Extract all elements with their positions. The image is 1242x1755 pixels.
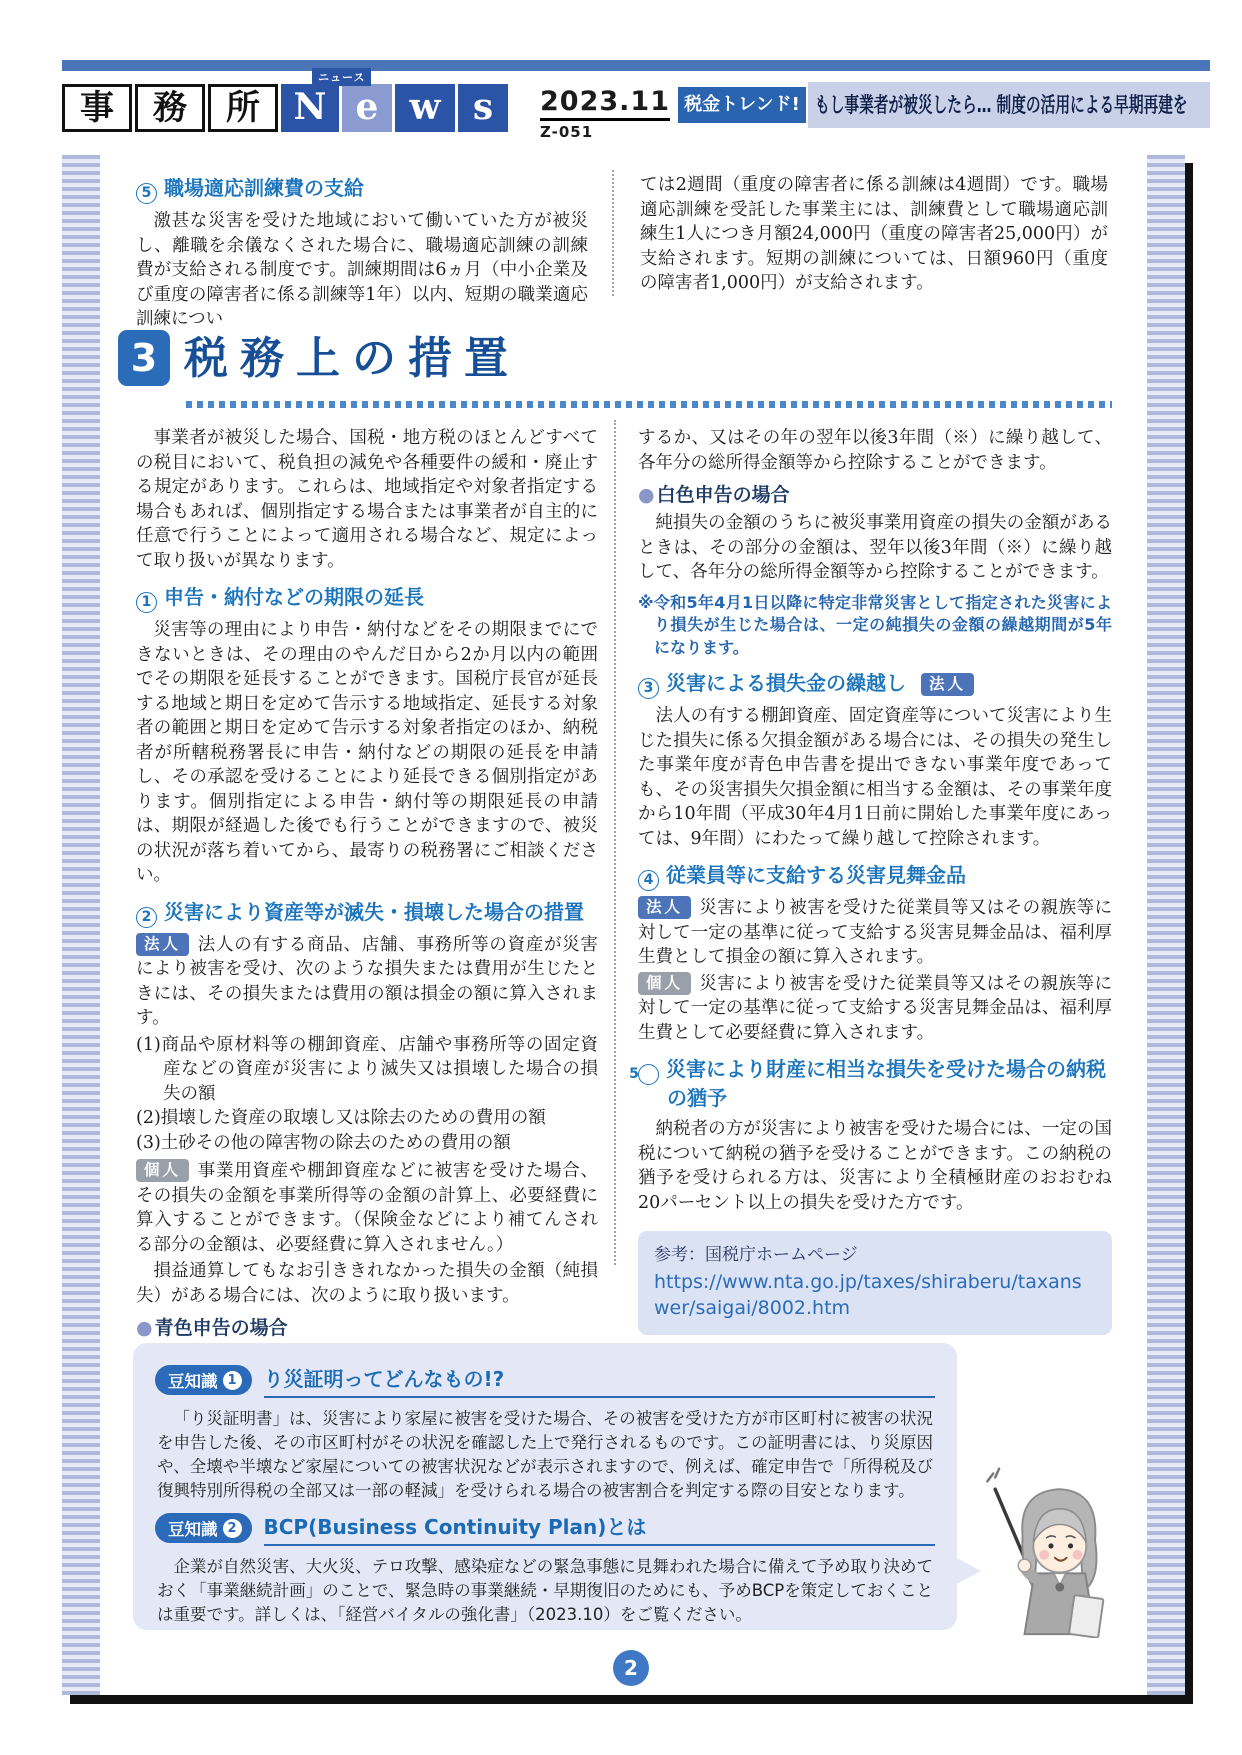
- loss-list-item: (2)損壊した資産の取壊し又は除去のための費用の額: [136, 1108, 546, 1128]
- trivia1-body: 「り災証明書」は、災害により家屋に被害を受けた場合、その被害を受けた方が市区町村に被害の状況を申告した後、その市区町村がその状況を確認した上で発行されるものです。この証明書には、り災原因や、全壊や半壊など家屋についての被害状況などが表示されますので、例えば、確定申告で「所得税及び復興特別所得税の全部又は一部の軽減」を受けられる場合の被害割合を判定する際の目安となります。: [157, 1409, 933, 1500]
- left-decorative-band: [62, 155, 100, 1695]
- trivia2-title: BCP(Business Continuity Plan)とは: [264, 1515, 936, 1546]
- trivia1-header: [155, 1365, 935, 1398]
- tax-trend-badge: 税金トレンド!: [678, 87, 806, 123]
- individual-badge: 個人: [638, 972, 691, 995]
- bullet-dot: ●: [638, 484, 655, 506]
- reference-label: 参考：国税庁ホームページ: [654, 1245, 858, 1265]
- trivia1-pill: 豆知識 1: [155, 1365, 252, 1395]
- carryover-continuation-text: するか、又はその年の翌年以後3年間（※）に繰り越して、各年分の総所得金額等から控除することができます。: [638, 428, 1112, 473]
- tax-deferral-text: 納税者の方が災害により被害を受けた場合には、一定の国税について納税の猶予を受けることができます。この納税の猶予を受けられる方は、災害により全積極財産のおおむね20パーセント以上の損失を受けた方です。: [638, 1119, 1112, 1213]
- individual-paragraph: 個人 災害により被害を受けた従業員等又はその親族等に対して一定の基準に従って支給する災害見舞金品は、福利厚生費として必要経費に算入されます。: [638, 973, 1112, 1043]
- logo-news-letter: N: [281, 84, 339, 132]
- trivia1-title: り災証明ってどんなもの!?: [264, 1367, 936, 1398]
- reference-url-link[interactable]: https://www.nta.go.jp/taxes/shiraberu/taxanswer/saigai/8002.htm: [654, 1271, 1082, 1319]
- logo-news-letter: s: [458, 84, 508, 132]
- heading-tax-deferral: 5 災害により財産に相当な損失を受けた場合の納税の猶予: [629, 1057, 1106, 1110]
- pill-number: 1: [223, 1371, 242, 1390]
- circled-number: 5: [136, 183, 157, 204]
- corporate-badge: 法人: [638, 896, 691, 919]
- circled-number: 3: [638, 678, 659, 699]
- issue-code: Z-051: [540, 123, 594, 141]
- column-divider-dotted: [612, 170, 614, 296]
- bullet-dot: ●: [136, 1317, 153, 1339]
- top-section-right-text: ては2週間（重度の障害者に係る訓練は4週間）です。職場適応訓練を受託した事業主には、訓練費として職場適応訓練生1人につき月額24,000円（重度の障害者25,000円）が支給されます。短期の訓練については、日額960円（重度の障害者1,000円）が支給されます。: [640, 175, 1108, 293]
- top-section-heading: 5 職場適応訓練費の支給: [136, 175, 588, 204]
- top-section-left-column: [136, 164, 588, 334]
- main-right-column: [629, 424, 1112, 1335]
- logo-char-box: 所: [208, 84, 278, 132]
- loss-list-item: (3)土砂その他の障害物の除去のための費用の額: [136, 1132, 511, 1153]
- newsletter-logo: [62, 71, 508, 132]
- net-loss-paragraph: 損益通算してもなお引ききれなかった損失の金額（純損失）がある場合には、次のように取り扱います。: [136, 1261, 598, 1306]
- issue-date: 2023.11: [540, 86, 670, 121]
- trivia2-pill: 豆知識 2: [155, 1513, 252, 1543]
- blue-return-heading: ● 青色申告の場合: [136, 1317, 288, 1339]
- white-return-heading: ● 白色申告の場合: [638, 484, 790, 506]
- pill-number: 2: [223, 1519, 242, 1538]
- heading-condolence-money: 4 従業員等に支給する災害見舞金品: [638, 862, 1112, 891]
- circled-number: 4: [638, 870, 659, 891]
- loss-list-item: (1)商品や原材料等の棚卸資産、店舗や事務所等の固定資産などの資産が災害により滅失又は損壊した場合の損失の額: [136, 1034, 598, 1104]
- deadline-extension-text: 災害等の理由により申告・納付などをその期限までにできないときは、その理由のやんだ日から2か月以内の範囲でその期限を延長することができます。国税庁長官が延長する地域と期日を定めて告示する地域指定、延長する対象者の範囲と期日を定めて告示する対象者指定のほか、納税者が所轄税務署長に申告・納付などの期限の延長を申請し、その承認を受けることにより延長できる個別指定があります。個別指定による申告・納付等の期限延長の申請は、期限が経過した後でも行うことができますので、被災の状況が落ち着いてから、最寄りの税務署にご相談ください。: [136, 620, 598, 885]
- right-decorative-band: [1147, 155, 1185, 1695]
- page-number-badge: 2: [613, 1650, 649, 1686]
- loss-carryover-text: 法人の有する棚卸資産、固定資産等について災害により生じた損失に係る欠損金額がある場合には、その損失の発生した事業年度が青色申告書を提出できない事業年度であっても、その災害損失欠損金額に相当する金額は、その事業年度から10年間（平成30年4月1日前に開始した事業年度にあっては、9年間）にわたって繰り越して控除されます。: [638, 706, 1112, 849]
- column-divider-dotted: [614, 420, 616, 1265]
- logo-char-box: 務: [135, 84, 205, 132]
- corporate-paragraph: 法人 災害により被害を受けた従業員等又はその親族等に対して一定の基準に従って支給する災害見舞金品は、福利厚生費として損金の額に算入されます。: [638, 898, 1112, 967]
- trivia2-body: 企業が自然災害、大火災、テロ攻撃、感染症などの緊急事態に見舞われた場合に備えて予め取り決めておく「事業継続計画」のことで、緊急時の事業継続・早期復旧のためにも、予めBCPを策定しておくことは重要です。詳しくは、「経営バイタルの強化書」（2023.10）をご覧ください。: [157, 1557, 933, 1624]
- section-intro: 事業者が被災した場合、国税・地方税のほとんどすべての税目において、税負担の減免や各種要件の緩和・廃止する規定があります。これらは、地域指定や対象者指定する場合もあれば、個別指定する場合または事業者が自主的に任意で行うことによって適用される場合など、規定によって取り扱いが異なります。: [136, 428, 598, 571]
- trivia-bubble: [133, 1343, 957, 1630]
- heading-asset-loss: 2 災害により資産等が滅失・損壊した場合の措置: [136, 899, 598, 928]
- individual-paragraph: 個人 事業用資産や棚卸資産などに被害を受けた場合、その損失の金額を事業所得等の金額の計算上、必要経費に算入することができます。（保険金などにより補てんされる部分の金額は、必要経費に算入されません。）: [136, 1161, 598, 1255]
- section-dotted-rule: [186, 401, 1112, 408]
- circled-number: 5: [638, 1064, 659, 1085]
- reference-box: [638, 1231, 1112, 1335]
- main-left-column: [136, 424, 598, 1395]
- presenter-illustration: [972, 1452, 1128, 1638]
- section-title: 税務上の措置: [184, 333, 520, 384]
- top-section-right-column: [640, 171, 1108, 298]
- issue-title: もし事業者が被災したら… 制度の活用による早期再建を: [815, 93, 1188, 117]
- section-number-badge: 3: [118, 330, 170, 386]
- logo-char-box: 事: [62, 84, 132, 132]
- issue-block: [540, 86, 670, 141]
- circled-number: 1: [136, 592, 157, 613]
- corporate-badge: 法人: [136, 933, 189, 956]
- issue-title-bar: [808, 82, 1210, 128]
- heading-deadline-extension: 1 申告・納付などの期限の延長: [136, 584, 598, 613]
- individual-badge: 個人: [136, 1159, 189, 1182]
- corporate-badge: 法人: [921, 673, 974, 696]
- logo-news-letter: w: [395, 84, 455, 132]
- trivia2-header: [155, 1513, 935, 1546]
- logo-news-letter: e: [342, 84, 392, 132]
- frame-shadow-right: [1185, 163, 1193, 1704]
- top-section-left-text: 激甚な災害を受けた地域において働いていた方が被災し、離職を余儀なくされた場合に、職場適応訓練の訓練費が支給される制度です。訓練期間は6ヵ月（中小企業及び重度の障害者に係る訓練等1年）以内、短期の職業適応訓練につい: [136, 211, 588, 329]
- white-return-text: 純損失の金額のうちに被災事業用資産の損失の金額があるときは、その部分の金額は、翌年以後3年間（※）に繰り越して、各年分の総所得金額等から控除することができます。: [638, 513, 1112, 582]
- header-accent-bar: [62, 60, 1210, 71]
- frame-shadow-bottom: [70, 1695, 1193, 1704]
- circled-number: 2: [136, 907, 157, 928]
- corporate-paragraph: 法人 法人の有する商品、店舗、事務所等の資産が災害により被害を受け、次のような損失または費用が生じたときには、その損失または費用の額は損金の額に算入されます。: [136, 934, 598, 1028]
- special-disaster-note: ※令和5年4月1日以降に特定非常災害として指定された災害により損失が生じた場合は、一定の純損失の金額の繰越期間が5年になります。: [638, 592, 1112, 657]
- heading-loss-carryover: 3 災害による損失金の繰越し 法人: [638, 670, 1112, 699]
- logo-ruby-label: ニュース: [312, 68, 371, 86]
